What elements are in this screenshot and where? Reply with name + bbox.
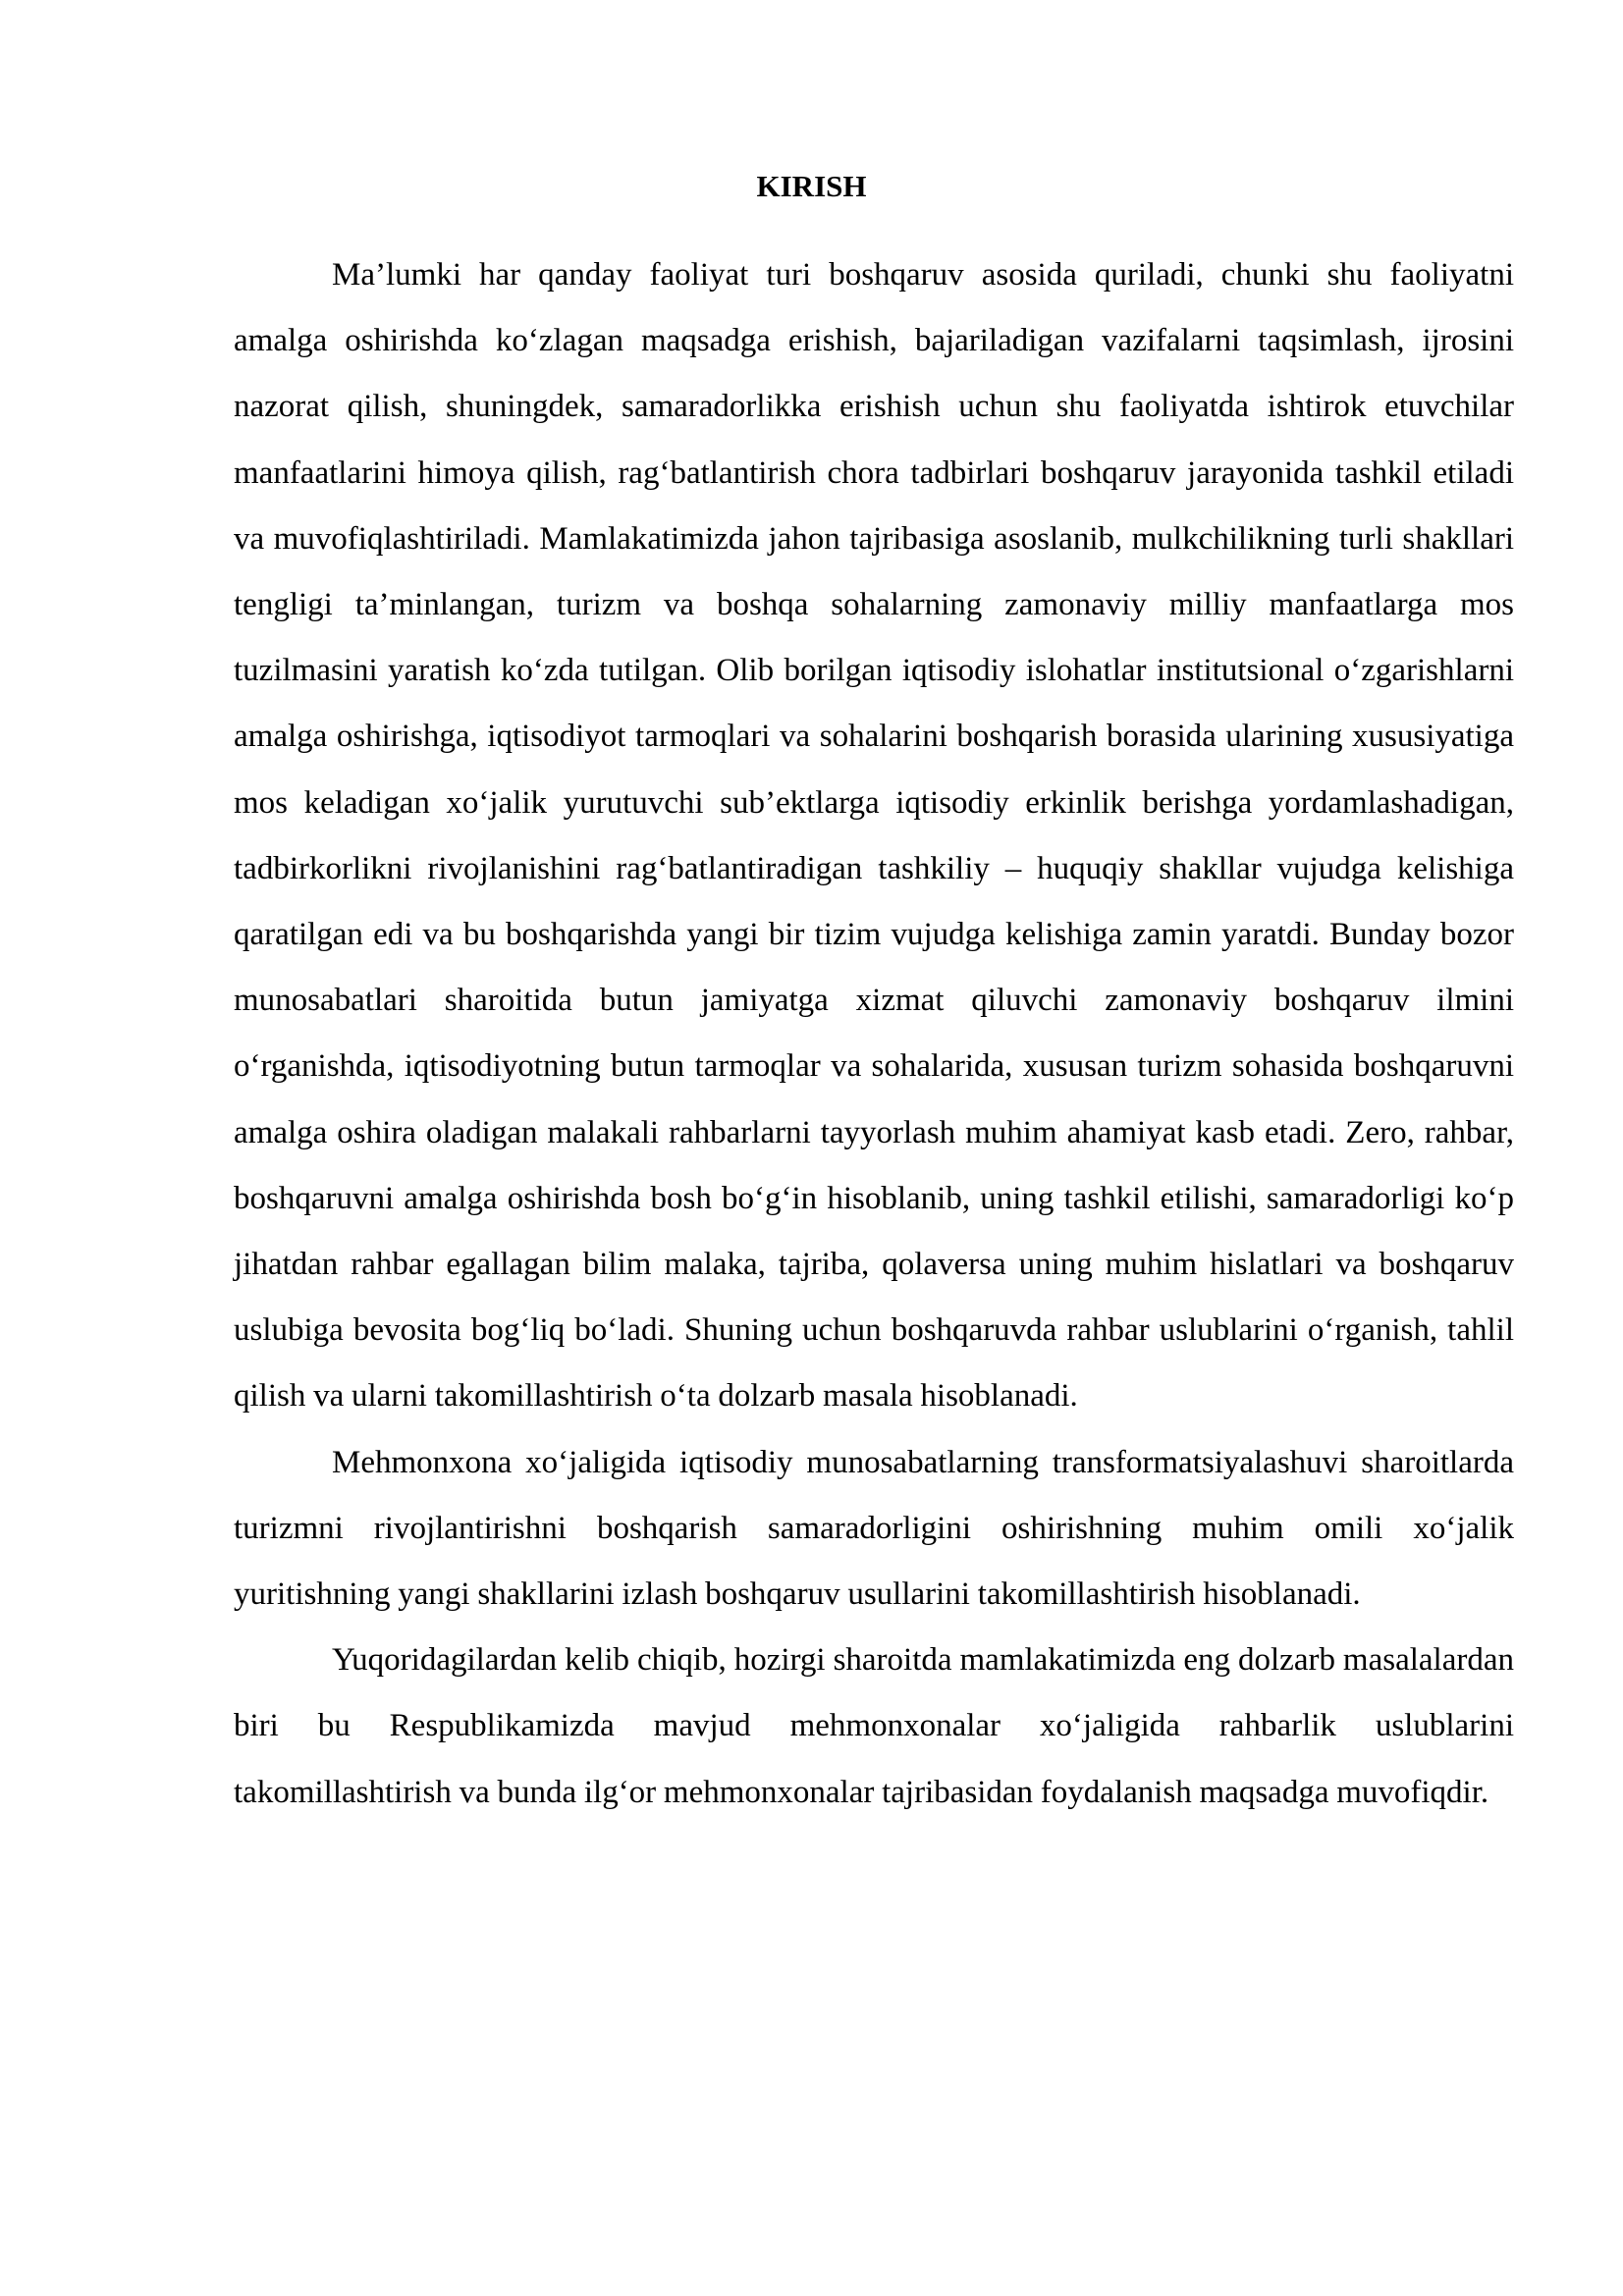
paragraph-conclusion: Yuqoridagilardan kelib chiqib, hozirgi sharoitda mamlakatimizda eng dolzarb masalalardan biri bu Respublikamizda mavjud mehmonxonalar xo‘jaligida rahbarlik uslublarini takomillashtirish va bunda ilg‘or mehmonxonalar tajribasidan foydalanish maqsadga muvofiqdir. (234, 1642, 1514, 1810)
paragraph-intro: Ma’lumki har qanday faoliyat turi boshqaruv asosida quriladi, chunki shu faoliyatni amalga oshirishda ko‘zlagan maqsadga erishish, bajariladigan vazifalarni taqsimlash, ijrosini nazorat qilish, shuningdek, samaradorlikka erishish uchun shu faoliyatda ishtirok etuvchilar manfaatlarini himoya qilish, rag‘batlantirish chora tadbirlari boshqaruv jarayonida tashkil etiladi va muvofiqlashtiriladi. Mamlakatimizda jahon tajribasiga asoslanib, mulkchilikning turli shakllari tengligi ta’minlangan, turizm va boshqa sohalarning zamonaviy milliy manfaatlarga mos tuzilmasini yaratish ko‘zda tutilgan. Olib borilgan iqtisodiy islohatlar institutsional o‘zgarishlarni amalga oshirishga, iqtisodiyot tarmoqlari va sohalarini boshqarish borasida ularining xususiyatiga mos keladigan xo‘jalik yurutuvchi sub’ektlarga iqtisodiy erkinlik berishga yordamlashadigan, tadbirkorlikni rivojlanishini rag‘batlantiradigan tashkiliy – huquqiy shakllar vujudga kelishiga qaratilgan edi va bu boshqarishda yangi bir tizim vujudga kelishiga zamin yaratdi. Bunday bozor munosabatlari sharoitida butun jamiyatga xizmat qiluvchi zamonaviy boshqaruv ilmini o‘rganishda, iqtisodiyotning butun tarmoqlar va sohalarida, xususan turizm sohasida boshqaruvni amalga oshira oladigan malakali rahbarlarni tayyorlash muhim ahamiyat kasb etadi. Zero, rahbar, boshqaruvni amalga oshirishda bosh bo‘g‘in hisoblanib, uning tashkil etilishi, samaradorligi ko‘p jihatdan rahbar egallagan bilim malaka, tajriba, qolaversa uning muhim hislatlari va boshqaruv uslubiga bevosita bog‘liq bo‘ladi. Shuning uchun boshqaruvda rahbar uslublarini o‘rganish, tahlil qilish va ularni takomillashtirish o‘ta dolzarb masala hisoblanadi. (234, 257, 1514, 1415)
page-title: KIRISH (756, 169, 867, 203)
paragraph-hotel-economy: Mehmonxona xo‘jaligida iqtisodiy munosabatlarning transformatsiyalashuvi sharoitlarda turizmni rivojlantirishni boshqarish samaradorligini oshirishning muhim omili xo‘jalik yuritishning yangi shakllarini izlash boshqaruv usullarini takomillashtirish hisoblanadi. (234, 1444, 1514, 1613)
document-body (234, 242, 1514, 1826)
